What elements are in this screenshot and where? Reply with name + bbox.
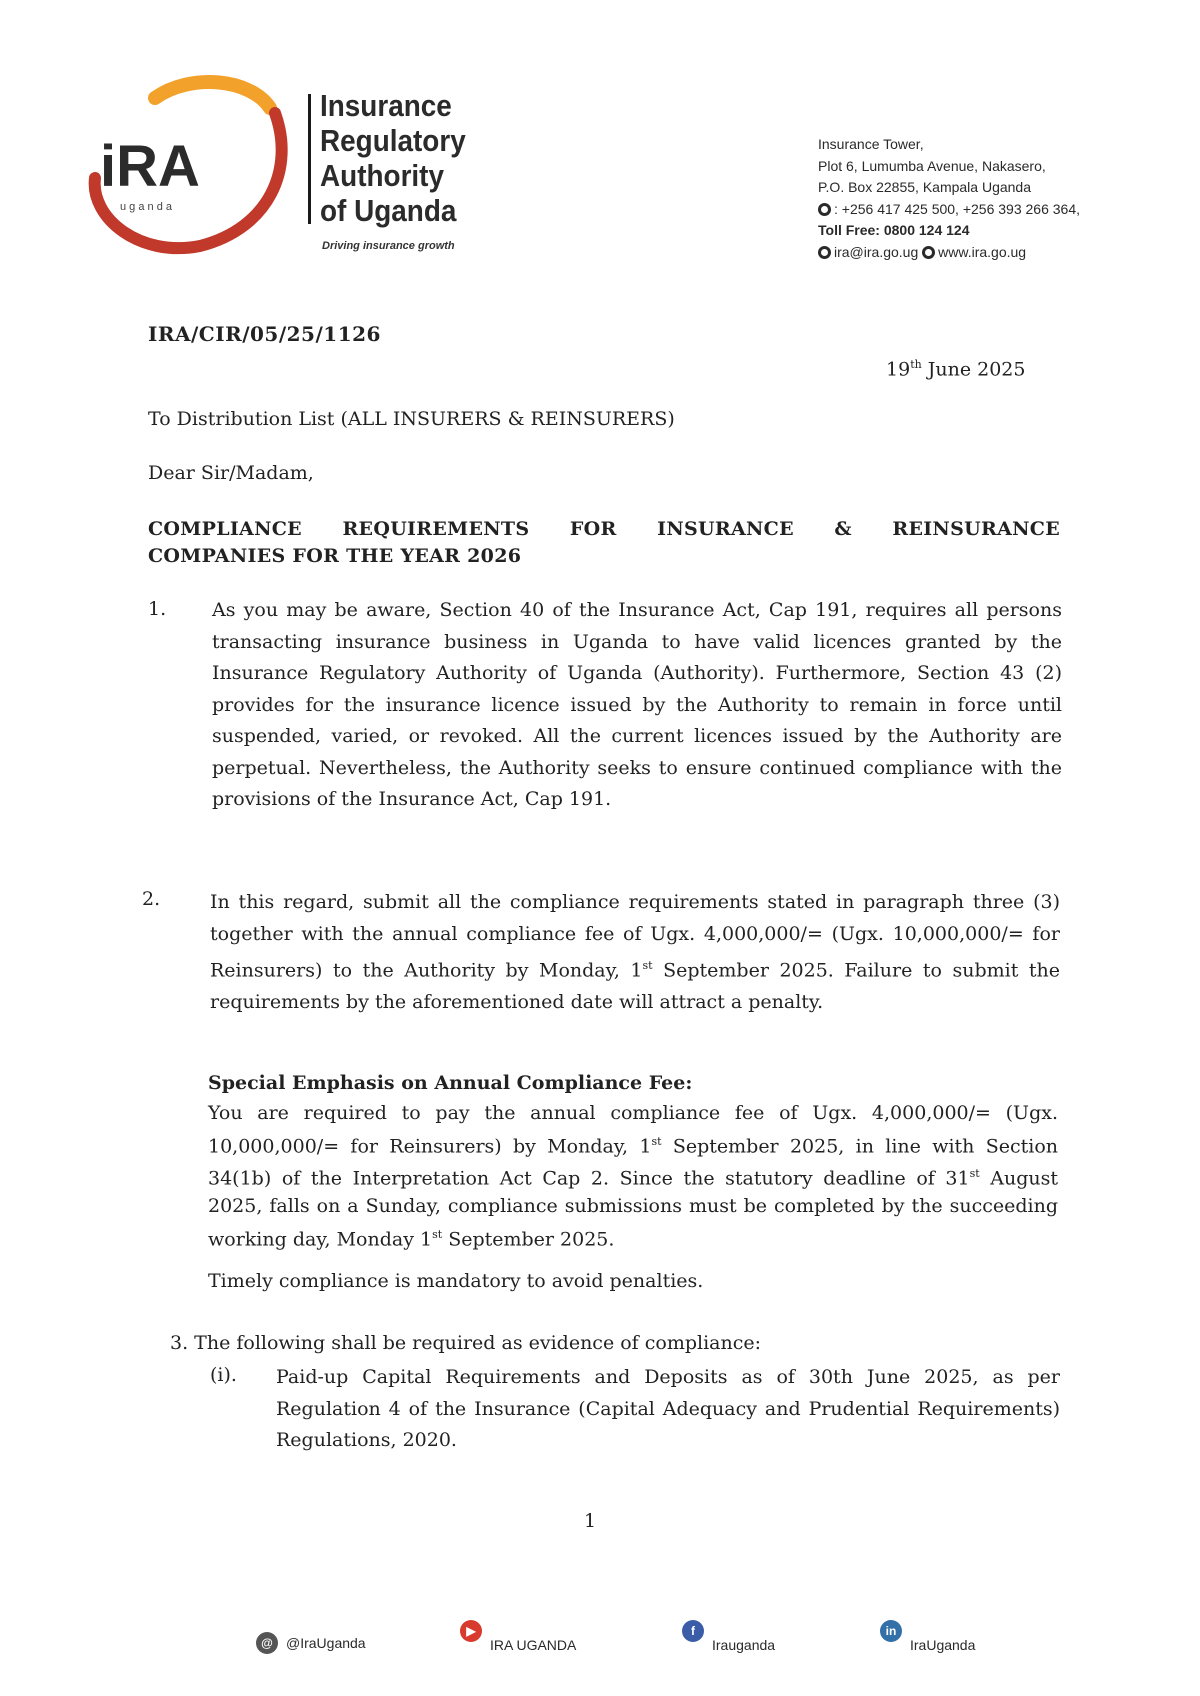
emphasis-part: You are required to pay the annual compliance fee of Ugx. 4,000,000/= (Ugx. 10,000,000/= for Reinsurers) by Monday, 1	[208, 1102, 1058, 1157]
salutation: Dear Sir/Madam,	[148, 462, 314, 484]
paragraph-2-text: In this regard, submit all the compliance requirements stated in paragraph three (3) together with the annual compliance fee of Ugx. 4,000,000/= (Ugx. 10,000,000/= for Reinsurers) to the Authority by Monday, 1	[210, 891, 1060, 982]
subject-heading	[148, 516, 1060, 570]
emphasis-part: September 2025.	[442, 1227, 615, 1250]
paragraph-1: As you may be aware, Section 40 of the Insurance Act, Cap 191, requires all persons transacting insurance business in Uganda to have valid licences granted by the Insurance Regulatory Authority of Uganda (Authority). Furthermore, Section 43 (2) provides for the insurance licence issued by the Authority to remain in force until suspended, varied, or revoked. All the current licences issued by the Authority are perpetual. Nevertheless, the Authority seeks to ensure continued compliance with the provisions of the Insurance Act, Cap 191.	[212, 599, 1062, 810]
social-facebook[interactable]	[682, 1620, 776, 1653]
org-name	[320, 88, 466, 228]
facebook-icon: f	[682, 1620, 704, 1642]
social-youtube[interactable]	[460, 1620, 577, 1653]
emphasis-part: September 2025, in line with Section 34(1b) of the Interpretation Act Cap 2. Since the statutory deadline of 31	[208, 1134, 1058, 1190]
subject-line: COMPANIES FOR THE YEAR 2026	[148, 545, 522, 567]
paragraph-3: 3. The following shall be required as evidence of compliance:	[170, 1332, 762, 1354]
paragraph-2-text: September 2025. Failure to submit the requirements by the aforementioned date will attract a penalty.	[210, 959, 1060, 1013]
reference-number: IRA/CIR/05/25/1126	[148, 322, 381, 346]
social-label: IRA UGANDA	[490, 1637, 577, 1653]
org-name-line: Insurance	[320, 88, 452, 123]
email-link[interactable]: ira@ira.go.ug	[834, 243, 919, 260]
org-name-line: Authority	[320, 158, 444, 193]
social-label: @IraUganda	[286, 1635, 366, 1651]
ordinal-suffix: st	[651, 1134, 662, 1148]
social-web[interactable]	[256, 1632, 366, 1654]
address-line: P.O. Box 22855, Kampala Uganda	[818, 179, 1032, 195]
logo-subtext: u g a n d a	[120, 201, 172, 213]
address-line: Insurance Tower,	[818, 136, 924, 152]
org-name-line: of Uganda	[320, 193, 457, 228]
recipient: To Distribution List (ALL INSURERS & REINSURERS)	[148, 408, 675, 430]
website-link[interactable]: www.ira.go.ug	[938, 243, 1027, 260]
emphasis-text	[208, 1100, 1058, 1253]
page-number: 1	[584, 1510, 597, 1532]
org-name-line: Regulatory	[320, 123, 466, 158]
list-item-label: (i).	[210, 1364, 237, 1386]
logo-text: iRA	[100, 134, 200, 199]
web-icon: @	[256, 1632, 278, 1654]
social-label: Irauganda	[712, 1637, 776, 1653]
emphasis-title: Special Emphasis on Annual Compliance Fee:	[208, 1072, 693, 1094]
phone-line	[818, 199, 1080, 221]
address-block	[818, 134, 1080, 263]
address-line: Plot 6, Lumumba Avenue, Nakasero,	[818, 157, 1046, 174]
ordinal-suffix: st	[642, 959, 653, 972]
phone-numbers: : +256 417 425 500, +256 393 266 364,	[834, 200, 1081, 217]
date-rest: June 2025	[921, 358, 1026, 381]
phone-icon	[818, 203, 831, 216]
social-label: IraUganda	[910, 1637, 976, 1653]
subject-line: COMPLIANCE REQUIREMENTS FOR INSURANCE & REINSURANCE	[148, 518, 1060, 540]
list-item: Paid-up Capital Requirements and Deposits as of 30th June 2025, as per Regulation 4 of the Insurance (Capital Adequacy and Prudential Requirements) Regulations, 2020.	[276, 1366, 1060, 1451]
youtube-icon: ▶	[460, 1620, 482, 1642]
email-icon	[818, 246, 831, 259]
contact-line	[818, 242, 1080, 264]
ordinal-suffix: st	[969, 1167, 980, 1181]
paragraph-number: 1.	[148, 598, 167, 620]
emphasis-part: August 2025, falls on a Sunday, compliance submissions must be completed by the succeeding working day, Monday 1	[208, 1167, 1058, 1250]
social-linkedin[interactable]	[880, 1620, 976, 1653]
letter-date	[886, 358, 1025, 380]
ira-logo	[80, 68, 500, 268]
globe-icon	[922, 246, 935, 259]
tagline: Driving insurance growth	[322, 240, 455, 252]
paragraph-number: 2.	[142, 888, 161, 910]
timely-note: Timely compliance is mandatory to avoid penalties.	[208, 1270, 704, 1292]
paragraph-2	[210, 887, 1060, 1018]
linkedin-icon: in	[880, 1620, 902, 1642]
date-day: 19	[886, 358, 911, 381]
logo-divider	[308, 94, 311, 224]
ordinal-suffix: st	[432, 1227, 443, 1241]
date-suffix: th	[910, 358, 922, 371]
ira-logo-mark	[80, 68, 300, 258]
toll-free: Toll Free: 0800 124 124	[818, 222, 970, 238]
footer-socials	[0, 1624, 1200, 1672]
